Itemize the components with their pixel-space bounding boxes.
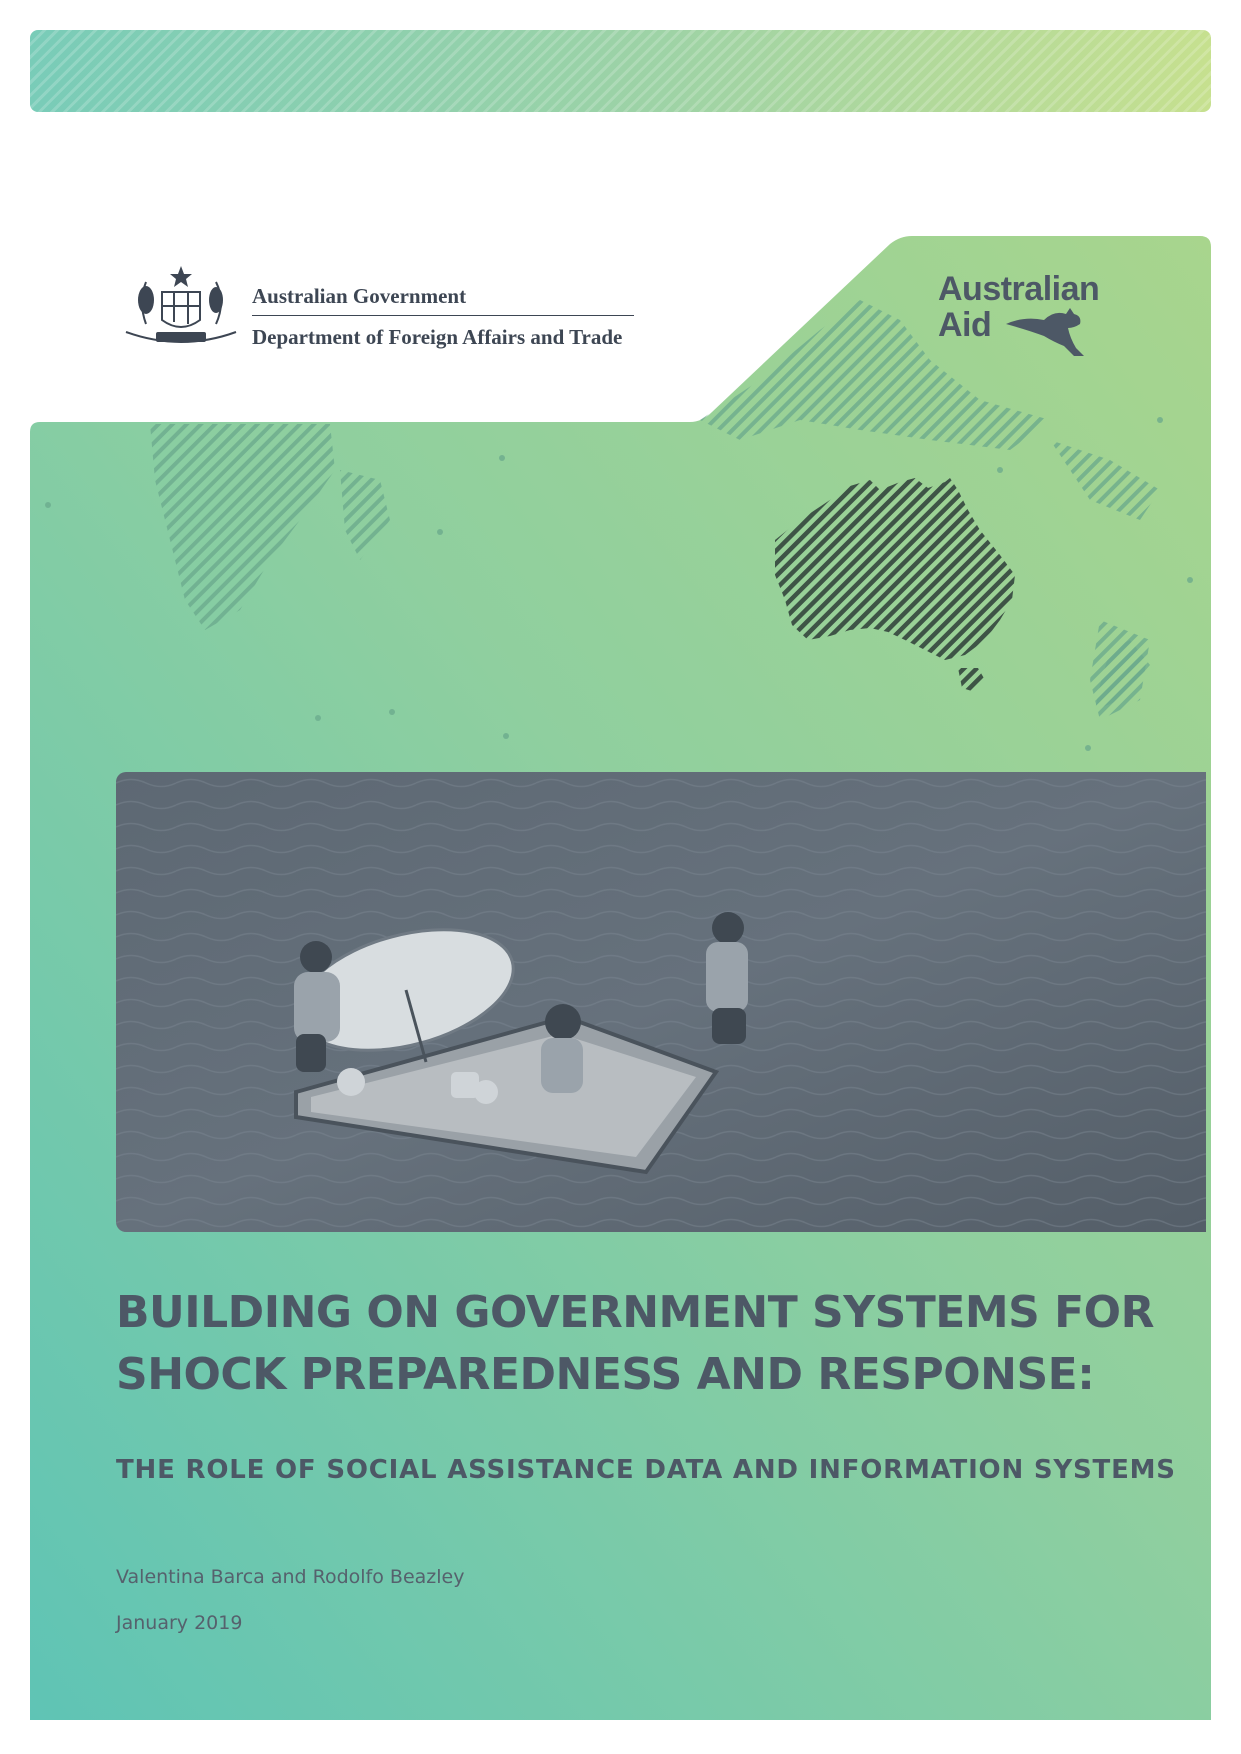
government-name: Australian Government [252, 284, 634, 316]
title-line-2: SHOCK PREPAREDNESS AND RESPONSE: [116, 1349, 1095, 1400]
document-subtitle: THE ROLE OF SOCIAL ASSISTANCE DATA AND INFORMATION SYSTEMS [116, 1455, 1176, 1485]
title-line-1: BUILDING ON GOVERNMENT SYSTEMS FOR [116, 1287, 1154, 1338]
authors: Valentina Barca and Rodolfo Beazley [116, 1566, 465, 1588]
flood-boat-photo [116, 772, 1206, 1232]
aid-logo-line1: Australian [938, 270, 1100, 308]
department-name: Department of Foreign Affairs and Trade [252, 325, 623, 349]
kangaroo-icon [1004, 306, 1094, 360]
coat-of-arms-icon [116, 262, 246, 354]
document-title [116, 1282, 1196, 1406]
aid-logo-line2: Aid [938, 306, 992, 344]
australian-aid-logo [938, 272, 1128, 364]
publication-date: January 2019 [116, 1612, 243, 1634]
government-wordmark [252, 284, 634, 350]
